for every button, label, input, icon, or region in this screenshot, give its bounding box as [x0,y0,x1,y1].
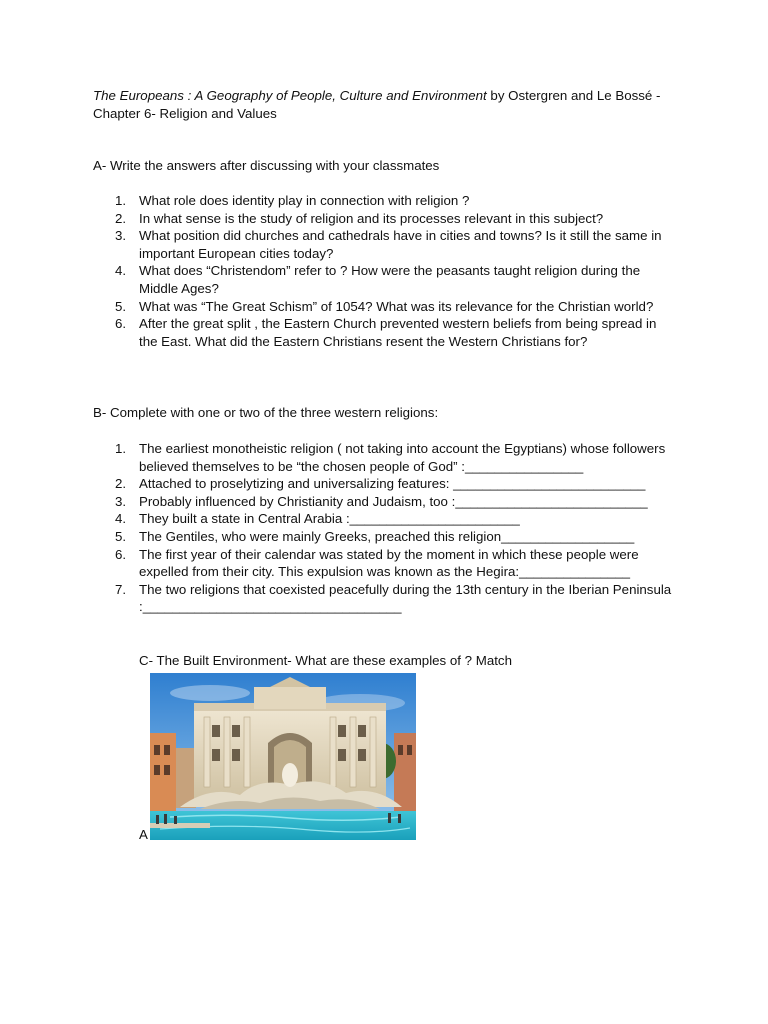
question-text: In what sense is the study of religion and its processes relevant in this subject? [139,210,604,226]
question-number: 2. [115,476,127,492]
question-text: Attached to proselytizing and universalizing features: __________________________ [139,476,646,492]
question-item [93,528,678,546]
question-text: They built a state in Central Arabia :_______________________ [139,511,520,527]
question-item [93,227,678,262]
section-b-heading: B- Complete with one or two of the three western religions: [93,405,439,420]
question-number: 2. [115,210,127,226]
question-text: Probably influenced by Christianity and Judaism, too :__________________________ [139,493,648,509]
question-item [93,475,678,493]
book-title: The Europeans : A Geography of People, Culture and Environment [93,88,487,103]
question-item [93,298,678,316]
title-rest: by Ostergren and Le Bossé - Chapter 6- Religion and Values [93,88,661,121]
question-item [93,262,678,297]
question-number: 5. [115,528,127,544]
question-item [93,315,678,350]
section-b-list [93,440,678,616]
section-a-list [93,192,678,350]
question-item [93,546,678,581]
question-text: What role does identity play in connection with religion ? [139,193,470,208]
question-item [93,192,678,210]
question-text: What was “The Great Schism” of 1054? What was its relevance for the Christian world? [139,298,654,314]
question-item [93,210,678,228]
question-number: 3. [115,228,127,244]
question-number: 1. [115,441,127,456]
question-number: 6. [115,546,127,562]
question-number: 4. [115,511,127,527]
question-number: 6. [115,316,127,332]
question-item [93,581,678,616]
question-number: 1. [115,193,127,208]
question-item [93,493,678,511]
question-text: The two religions that coexisted peacefully during the 13th century in the Iberian Peninsula :___________________________________ [139,581,672,615]
question-text: What position did churches and cathedrals have in cities and towns? Is it still the same in important European cities today? [139,228,662,261]
question-number: 4. [115,263,127,279]
question-text: The first year of their calendar was stated by the moment in which these people were expelled from their city. This expulsion was known as the Hegira:_______________ [139,546,639,580]
question-text: The earliest monotheistic religion ( not taking into account the Egyptians) whose followers believed themselves to be “the chosen people of God” :________________ [139,441,666,474]
section-c-heading: C- The Built Environment- What are these examples of ? Match [139,653,512,668]
section-a-heading: A- Write the answers after discussing with your classmates [93,158,440,173]
question-item [93,440,678,475]
match-label-a: A [139,827,148,842]
document-title [93,87,673,122]
question-item [93,510,678,528]
question-text: After the great split , the Eastern Church prevented western beliefs from being spread in the East. What did the Eastern Christians resent the Western Christians for? [139,316,657,349]
trevi-fountain-photo [150,673,416,840]
question-text: The Gentiles, who were mainly Greeks, preached this religion__________________ [139,528,635,544]
question-number: 5. [115,298,127,314]
question-text: What does “Christendom” refer to ? How were the peasants taught religion during the Middle Ages? [139,263,641,296]
question-number: 7. [115,581,127,597]
question-number: 3. [115,493,127,509]
